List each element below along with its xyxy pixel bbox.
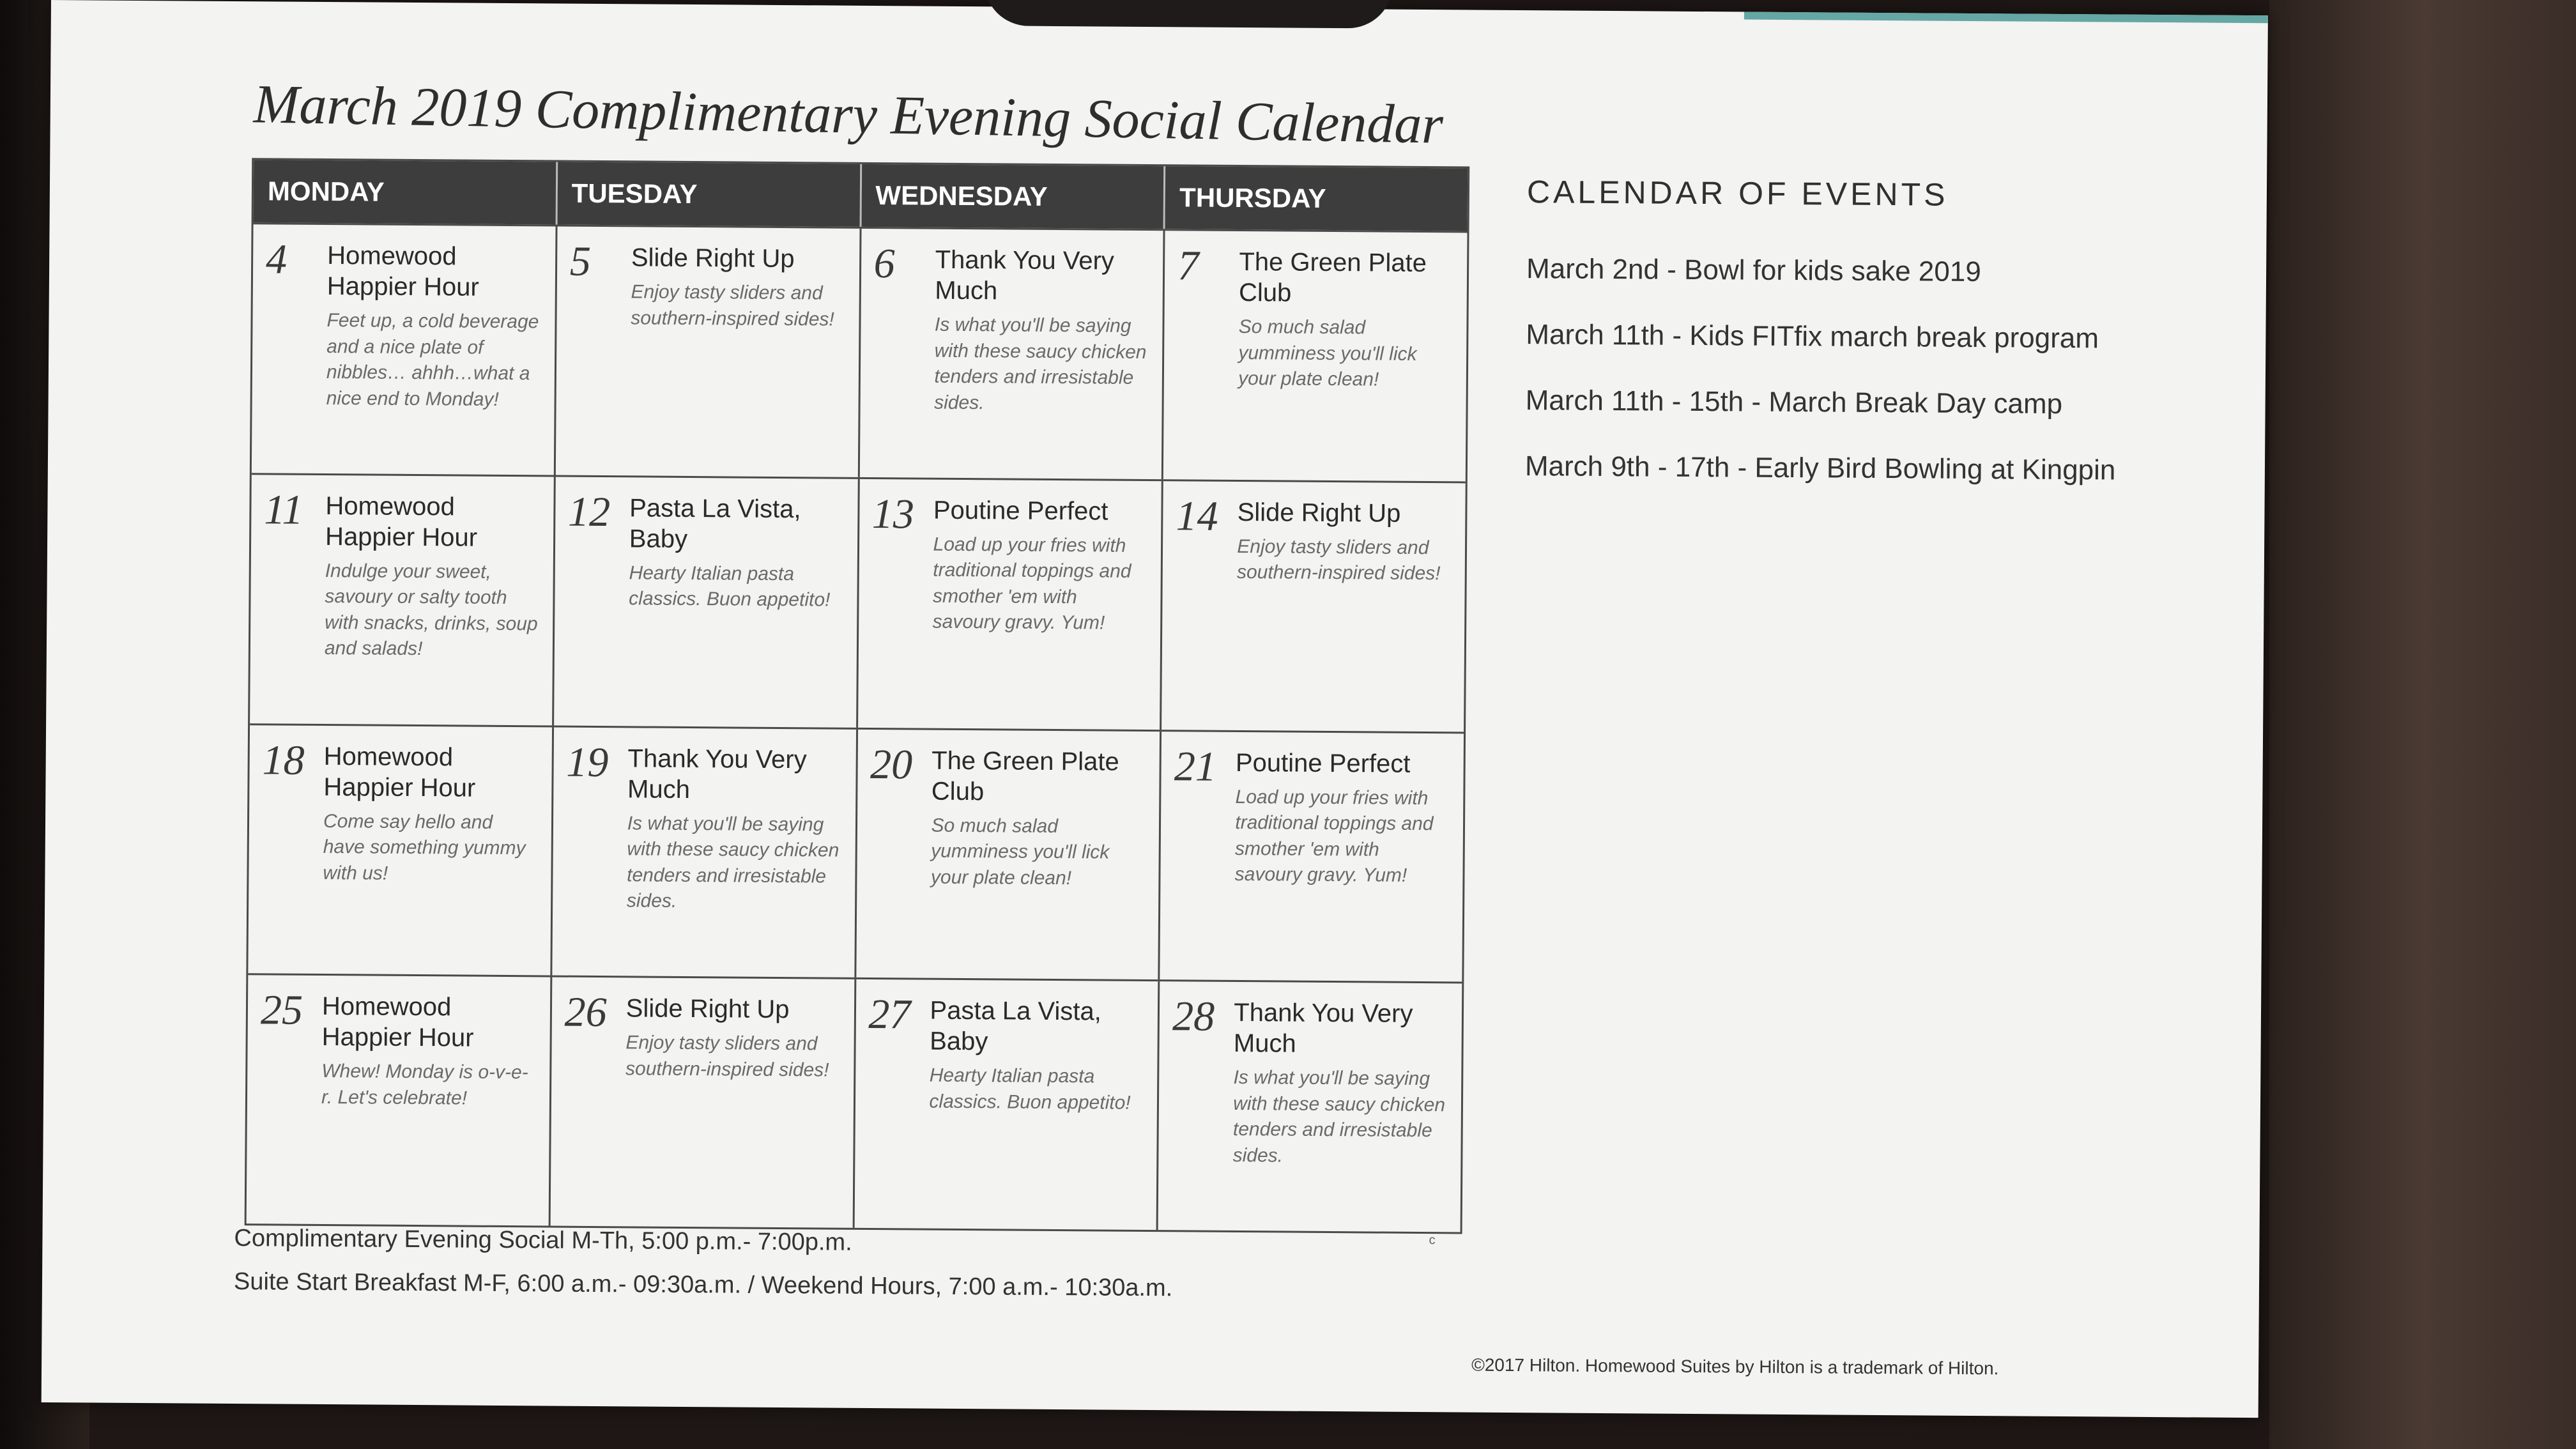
calendar-day-cell — [247, 975, 552, 1225]
event-item: March 2nd - Bowl for kids sake 2019 — [1526, 253, 1981, 288]
event-title: Slide Right Up — [625, 994, 790, 1024]
event-description: Enjoy tasty sliders and southern-inspired sides! — [625, 1032, 829, 1081]
day-number: 7 — [1177, 242, 1199, 289]
calendar-week-row — [250, 473, 1466, 732]
event-description: Whew! Monday is o-v-e-r. Let's celebrate! — [321, 1061, 528, 1109]
day-number: 20 — [870, 740, 913, 788]
day-content — [1238, 245, 1454, 475]
events-panel — [1524, 173, 2153, 519]
event-title: Slide Right Up — [631, 243, 795, 273]
day-content — [321, 990, 537, 1219]
calendar-day-cell — [854, 979, 1160, 1230]
event-title: Slide Right Up — [1237, 498, 1401, 528]
calendar-day-cell — [250, 475, 555, 725]
calendar-day-cell — [1160, 732, 1464, 982]
day-number: 26 — [564, 988, 607, 1036]
day-number: 4 — [265, 236, 288, 283]
event-title: The Green Plate Club — [1238, 247, 1427, 307]
event-description: Load up your fries with traditional toppings and smother 'em with savoury gravy. Yum! — [932, 533, 1131, 634]
day-content — [324, 489, 540, 719]
day-number: 13 — [871, 490, 915, 538]
day-content — [322, 740, 539, 969]
calendar-day-cell — [859, 229, 1165, 479]
event-description: Enjoy tasty sliders and southern-inspired sides! — [631, 281, 834, 330]
event-description: Feet up, a cold beverage and a nice plate of nibbles… ahhh…what a nice end to Monday! — [326, 310, 539, 410]
day-content — [1236, 496, 1452, 725]
header-monday: MONDAY — [254, 160, 558, 224]
event-description: Come say hello and have something yummy with us! — [323, 810, 526, 884]
event-description: So much salad yumminess you'll lick your plate clean! — [930, 815, 1110, 889]
calendar-day-cell — [858, 479, 1163, 730]
calendar-day-cell — [1158, 981, 1462, 1232]
calendar-day-cell — [556, 227, 861, 477]
event-title: Poutine Perfect — [1235, 748, 1411, 778]
calendar-day-cell — [252, 224, 557, 475]
day-content — [326, 239, 542, 468]
event-title: Poutine Perfect — [933, 496, 1108, 526]
calendar-grid — [245, 158, 1470, 1234]
day-number: 21 — [1174, 742, 1217, 790]
event-title: Homewood Happier Hour — [326, 241, 479, 302]
event-description: Enjoy tasty sliders and southern-inspired sides! — [1236, 535, 1441, 585]
breakfast-hours: Suite Start Breakfast M-F, 6:00 a.m.- 09:30a.m. / Weekend Hours, 7:00 a.m.- 10:30a.m. — [233, 1268, 1173, 1302]
evening-social-hours: Complimentary Evening Social M-Th, 5:00 p.m.- 7:00p.m. — [234, 1225, 852, 1256]
event-description: Is what you'll be saying with these saucy chicken tenders and irresistable sides. — [626, 812, 839, 912]
day-number: 5 — [569, 238, 592, 285]
event-title: Homewood Happier Hour — [323, 742, 476, 802]
calendar-day-cell — [554, 477, 859, 727]
event-description: Load up your fries with traditional toppings and smother 'em with savoury gravy. Yum! — [1234, 786, 1434, 886]
events-heading: CALENDAR OF EVENTS — [1526, 174, 1949, 213]
event-title: Pasta La Vista, Baby — [930, 996, 1101, 1056]
calendar-week-row — [247, 973, 1462, 1232]
header-tuesday: TUESDAY — [557, 162, 861, 227]
calendar-day-cell — [856, 729, 1162, 979]
calendar-body — [247, 222, 1468, 1232]
day-content — [930, 744, 1147, 973]
day-content — [1234, 746, 1451, 975]
day-content — [932, 493, 1149, 723]
event-title: Pasta La Vista, Baby — [629, 494, 801, 553]
day-content — [928, 994, 1145, 1223]
event-item: March 9th - 17th - Early Bird Bowling at Kingpin — [1524, 450, 2116, 486]
event-description: Is what you'll be saying with these saucy chicken tenders and irresistable sides. — [934, 314, 1147, 413]
calendar-week-row — [252, 222, 1468, 481]
day-number: 11 — [264, 486, 303, 533]
event-title: Homewood Happier Hour — [325, 491, 478, 552]
day-content — [630, 241, 847, 470]
day-content — [933, 243, 1150, 473]
event-item: March 11th - 15th - March Break Day camp — [1525, 385, 2063, 420]
calendar-day-cell — [248, 725, 553, 976]
day-content — [628, 491, 845, 721]
copyright-notice: ©2017 Hilton. Homewood Suites by Hilton is a trademark of Hilton. — [1471, 1354, 1999, 1379]
day-content — [626, 742, 843, 971]
grid-mark: c — [1429, 1233, 1436, 1248]
header-thursday: THURSDAY — [1165, 166, 1468, 231]
day-content — [1232, 996, 1449, 1225]
page-title: March 2019 Complimentary Evening Social Calendar — [253, 73, 1444, 155]
day-content — [624, 992, 841, 1222]
event-title: Thank You Very Much — [1233, 999, 1413, 1058]
event-description: Indulge your sweet, savoury or salty tooth with snacks, drinks, soup and salads! — [324, 560, 538, 660]
teal-accent-strip — [1744, 12, 2268, 24]
calendar-header-row — [254, 160, 1468, 231]
calendar-day-cell — [1163, 231, 1467, 481]
day-number: 6 — [873, 240, 895, 288]
event-item: March 11th - Kids FITfix march break program — [1526, 319, 2099, 355]
day-number: 28 — [1172, 993, 1215, 1041]
header-wednesday: WEDNESDAY — [861, 164, 1165, 229]
day-number: 12 — [567, 488, 611, 535]
event-title: Thank You Very Much — [627, 744, 807, 804]
calendar-day-cell — [1162, 481, 1465, 732]
day-number: 18 — [262, 736, 305, 784]
event-description: Is what you'll be saying with these saucy chicken tenders and irresistable sides. — [1232, 1067, 1446, 1167]
event-description: Hearty Italian pasta classics. Buon appetito! — [629, 562, 831, 611]
event-title: Thank You Very Much — [935, 245, 1115, 305]
day-number: 25 — [260, 986, 303, 1034]
calendar-sheet — [42, 0, 2268, 1418]
event-description: Hearty Italian pasta classics. Buon appetito! — [929, 1064, 1131, 1114]
calendar-day-cell — [552, 727, 857, 977]
clip-shadow — [984, 0, 1393, 29]
background-right — [2269, 0, 2576, 1449]
calendar-day-cell — [550, 977, 855, 1228]
day-number: 27 — [868, 991, 911, 1038]
day-number: 14 — [1176, 493, 1218, 540]
calendar-week-row — [248, 723, 1464, 982]
event-title: The Green Plate Club — [931, 746, 1119, 806]
event-description: So much salad yumminess you'll lick your plate clean! — [1238, 316, 1417, 390]
day-number: 19 — [566, 739, 609, 786]
event-title: Homewood Happier Hour — [321, 992, 474, 1052]
